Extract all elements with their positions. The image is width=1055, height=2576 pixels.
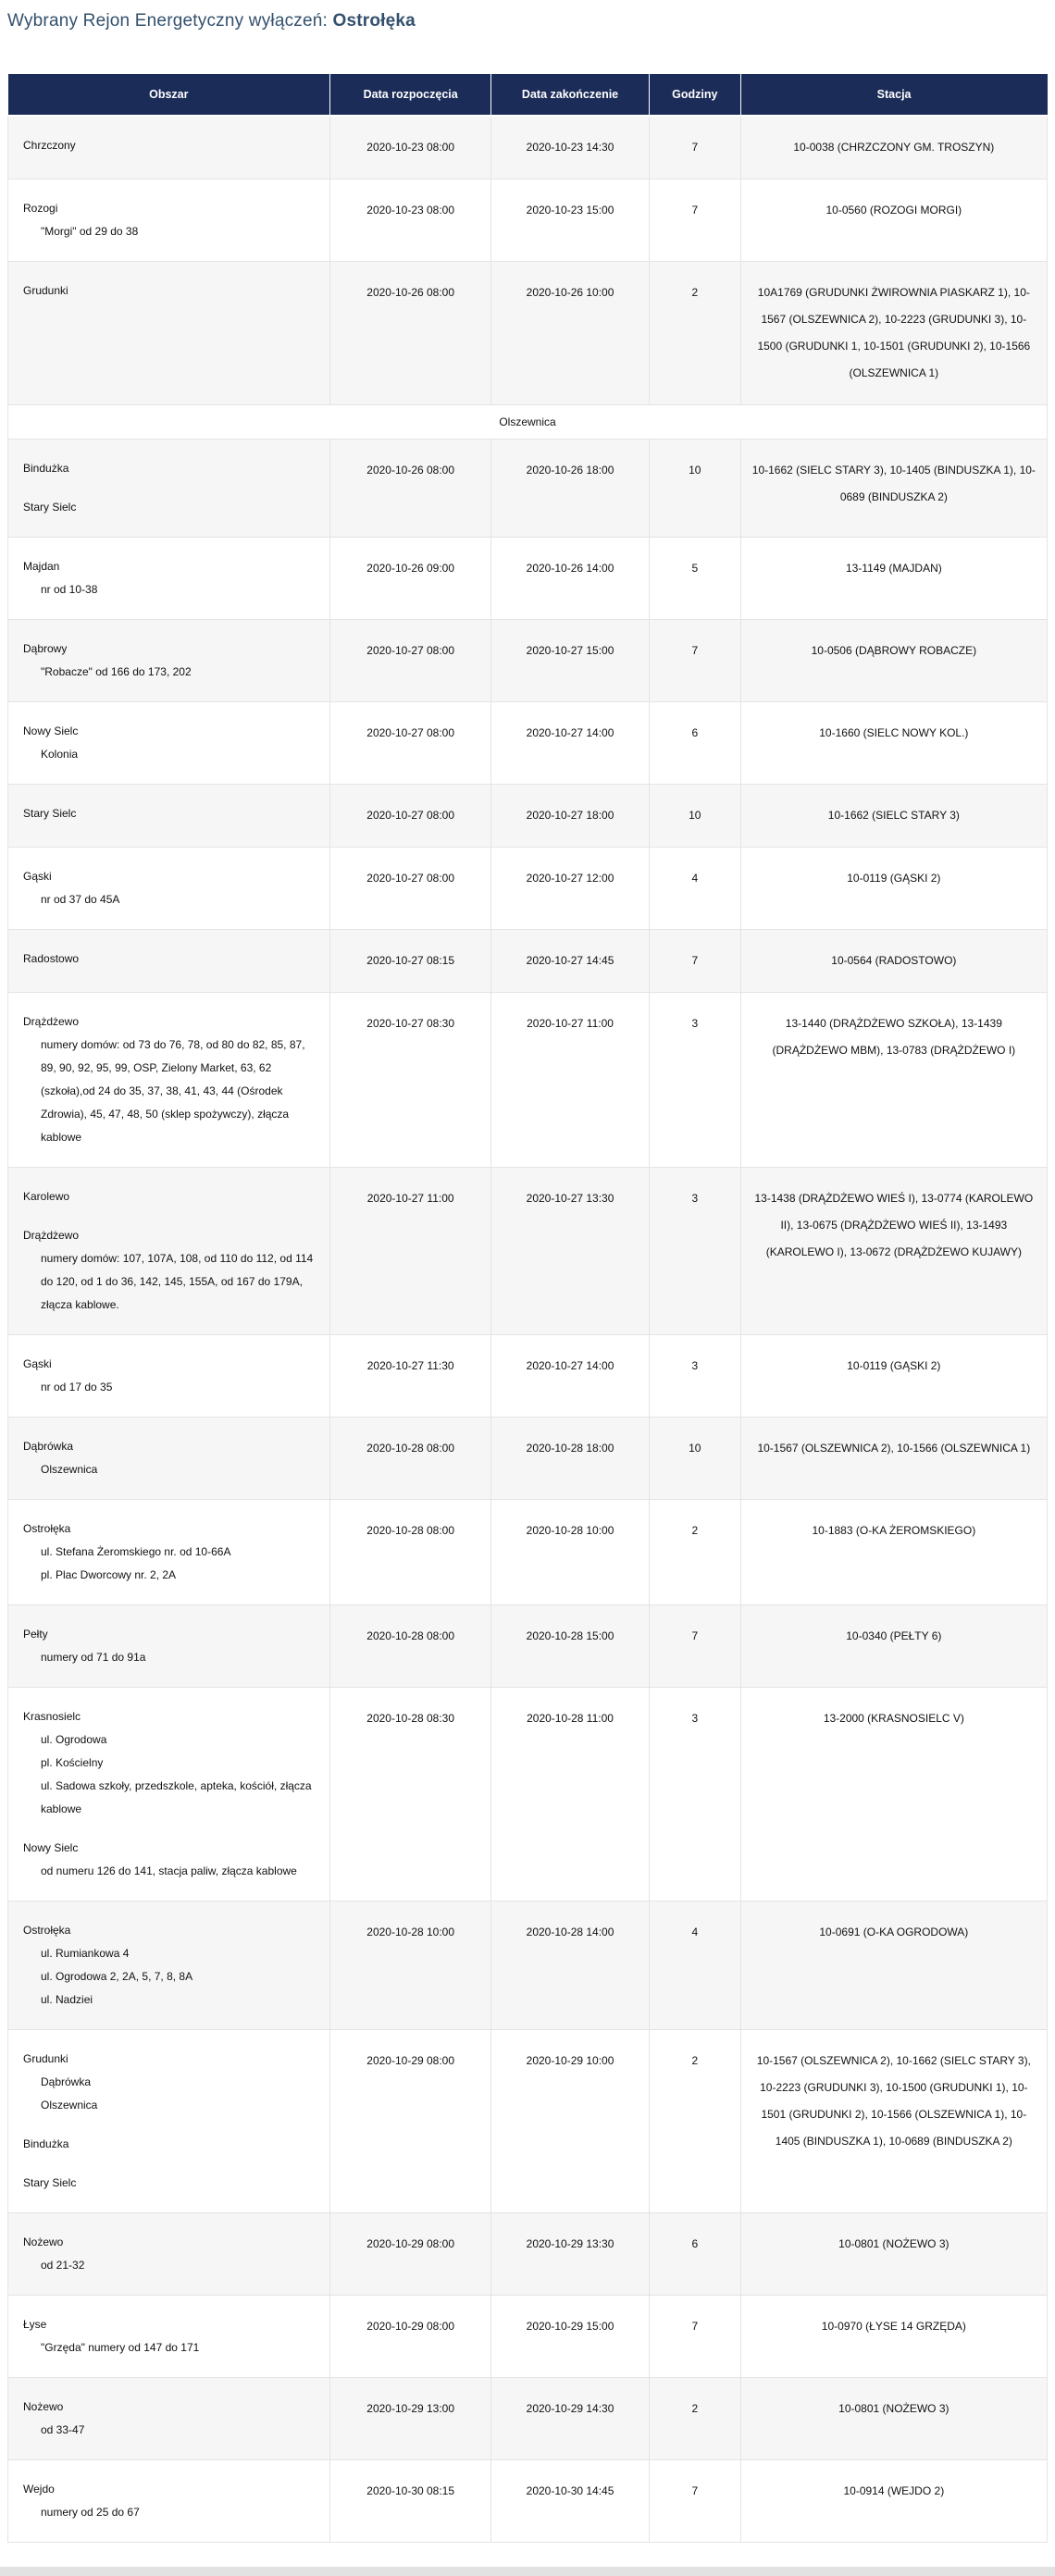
village-block [23, 1353, 318, 1399]
hours-cell: 6 [649, 2213, 740, 2296]
village-block [23, 457, 318, 480]
table-row [8, 702, 1048, 785]
station-cell: 10-0970 (ŁYSE 14 GRZĘDA) [740, 2296, 1047, 2378]
village-detail: ul. Sadowa szkoły, przedszkole, apteka, kościół, złącza kablowe [41, 1779, 312, 1815]
village-block [23, 2231, 318, 2277]
village-detail: pl. Plac Dworcowy nr. 2, 2A [41, 1568, 177, 1581]
area-cell [8, 930, 330, 993]
area-cell [8, 116, 330, 180]
end-date-cell: 2020-10-28 15:00 [491, 1605, 650, 1688]
hours-cell: 7 [649, 180, 740, 262]
area-cell [8, 702, 330, 785]
village-name: Pełty [23, 1628, 48, 1641]
hours-cell: 7 [649, 2460, 740, 2543]
table-row [8, 1418, 1048, 1500]
section-row [8, 405, 1048, 440]
hours-cell: 3 [649, 1688, 740, 1901]
station-cell: 10-0914 (WEJDO 2) [740, 2460, 1047, 2543]
station-cell: 10-0506 (DĄBROWY ROBACZE) [740, 620, 1047, 702]
end-date-cell: 2020-10-23 15:00 [491, 180, 650, 262]
village-name: Stary Sielc [23, 807, 77, 820]
village-block [23, 638, 318, 684]
station-cell: 10-0564 (RADOSTOWO) [740, 930, 1047, 993]
village-detail: Dąbrówka [41, 2075, 92, 2088]
village-detail: "Grzęda" numery od 147 do 171 [41, 2341, 200, 2354]
village-block [23, 1705, 318, 1821]
village-detail: nr od 37 do 45A [41, 893, 120, 906]
village-name: Rozogi [23, 202, 58, 215]
table-row [8, 262, 1048, 405]
village-block [23, 1010, 318, 1149]
village-name: Dąbrowy [23, 642, 68, 655]
table-row [8, 1168, 1048, 1335]
column-header-hours: Godziny [649, 74, 740, 116]
start-date-cell: 2020-10-28 10:00 [330, 1901, 491, 2030]
station-cell: 10-0119 (GĄSKI 2) [740, 848, 1047, 930]
station-cell: 10-0801 (NOŻEWO 3) [740, 2378, 1047, 2460]
start-date-cell: 2020-10-26 09:00 [330, 538, 491, 620]
area-cell [8, 262, 330, 405]
table-header [8, 74, 1048, 116]
village-name: Grudunki [23, 284, 68, 297]
village-block [23, 720, 318, 766]
village-block [23, 947, 318, 971]
end-date-cell: 2020-10-26 10:00 [491, 262, 650, 405]
village-detail: od 21-32 [41, 2259, 85, 2272]
end-date-cell: 2020-10-23 14:30 [491, 116, 650, 180]
start-date-cell: 2020-10-29 08:00 [330, 2030, 491, 2213]
start-date-cell: 2020-10-27 08:30 [330, 993, 491, 1168]
start-date-cell: 2020-10-28 08:00 [330, 1605, 491, 1688]
table-row [8, 440, 1048, 538]
village-name: Drążdżewo [23, 1015, 80, 1028]
village-name: Drążdżewo [23, 1229, 80, 1242]
hours-cell: 3 [649, 993, 740, 1168]
village-block [23, 1837, 318, 1883]
page-title-region: Ostrołęka [332, 11, 416, 31]
village-detail: Kolonia [41, 748, 79, 761]
village-detail: numery od 25 do 67 [41, 2506, 140, 2519]
hours-cell: 10 [649, 1418, 740, 1500]
station-cell: 13-1149 (MAJDAN) [740, 538, 1047, 620]
village-name: Radostowo [23, 952, 80, 965]
header-row [8, 74, 1048, 116]
table-row [8, 2460, 1048, 2543]
start-date-cell: 2020-10-28 08:30 [330, 1688, 491, 1901]
hours-cell: 7 [649, 620, 740, 702]
village-detail: ul. Ogrodowa 2, 2A, 5, 7, 8, 8A [41, 1970, 193, 1983]
hours-cell: 2 [649, 1500, 740, 1605]
village-block [23, 197, 318, 243]
village-block [23, 2133, 318, 2156]
hours-cell: 4 [649, 848, 740, 930]
village-name: Bindużka [23, 2137, 69, 2150]
hours-cell: 2 [649, 2378, 740, 2460]
station-cell: 10-1660 (SIELC NOWY KOL.) [740, 702, 1047, 785]
area-cell [8, 620, 330, 702]
station-cell: 10-1567 (OLSZEWNICA 2), 10-1662 (SIELC STARY 3), 10-2223 (GRUDUNKI 3), 10-1500 (GRUDUNKI 1), 10-1501 (GRUDUNKI 2), 10-1566 (OLSZEWNICA 1), 10-1405 (BINDUSZKA 1), 10-0689 (BINDUSZKA 2) [740, 2030, 1047, 2213]
station-cell: 10-1662 (SIELC STARY 3), 10-1405 (BINDUSZKA 1), 10-0689 (BINDUSZKA 2) [740, 440, 1047, 538]
end-date-cell: 2020-10-26 14:00 [491, 538, 650, 620]
village-detail: Olszewnica [41, 2099, 98, 2112]
village-block [23, 134, 318, 157]
station-cell: 10A1769 (GRUDUNKI ŻWIROWNIA PIASKARZ 1), 10-1567 (OLSZEWNICA 2), 10-2223 (GRUDUNKI 3), 10-1500 (GRUDUNKI 1, 10-1501 (GRUDUNKI 2), 10-1566 (OLSZEWNICA 1) [740, 262, 1047, 405]
area-cell [8, 2030, 330, 2213]
village-block [23, 1623, 318, 1669]
station-cell: 10-0801 (NOŻEWO 3) [740, 2213, 1047, 2296]
station-cell: 13-1440 (DRĄŻDŻEWO SZKOŁA), 13-1439 (DRĄŻDŻEWO MBM), 13-0783 (DRĄŻDŻEWO I) [740, 993, 1047, 1168]
village-block [23, 2048, 318, 2117]
start-date-cell: 2020-10-26 08:00 [330, 440, 491, 538]
village-block [23, 802, 318, 825]
area-cell [8, 993, 330, 1168]
table-row [8, 538, 1048, 620]
station-cell: 10-1662 (SIELC STARY 3) [740, 785, 1047, 848]
end-date-cell: 2020-10-28 11:00 [491, 1688, 650, 1901]
village-detail: ul. Nadziei [41, 1993, 93, 2006]
village-name: Nowy Sielc [23, 1841, 79, 1854]
table-row [8, 1500, 1048, 1605]
table-row [8, 1335, 1048, 1418]
outage-schedule-table [7, 74, 1048, 2543]
table-row [8, 2296, 1048, 2378]
station-cell: 13-2000 (KRASNOSIELC V) [740, 1688, 1047, 1901]
end-date-cell: 2020-10-27 15:00 [491, 620, 650, 702]
end-date-cell: 2020-10-29 13:30 [491, 2213, 650, 2296]
village-detail: "Morgi" od 29 do 38 [41, 225, 139, 238]
table-row [8, 993, 1048, 1168]
table-row [8, 848, 1048, 930]
area-cell [8, 2213, 330, 2296]
area-cell [8, 1688, 330, 1901]
start-date-cell: 2020-10-23 08:00 [330, 180, 491, 262]
start-date-cell: 2020-10-28 08:00 [330, 1500, 491, 1605]
area-cell [8, 2378, 330, 2460]
village-detail: Olszewnica [41, 1463, 98, 1476]
start-date-cell: 2020-10-28 08:00 [330, 1418, 491, 1500]
village-detail: nr od 17 do 35 [41, 1381, 113, 1393]
end-date-cell: 2020-10-28 14:00 [491, 1901, 650, 2030]
village-detail: numery domów: 107, 107A, 108, od 110 do 112, od 114 do 120, od 1 do 36, 142, 145, 155A, od 167 do 179A, złącza kablowe. [41, 1252, 314, 1311]
end-date-cell: 2020-10-27 11:00 [491, 993, 650, 1168]
table-row [8, 116, 1048, 180]
village-name: Łyse [23, 2318, 47, 2331]
end-date-cell: 2020-10-28 10:00 [491, 1500, 650, 1605]
village-name: Stary Sielc [23, 501, 77, 514]
village-name: Nowy Sielc [23, 724, 79, 737]
start-date-cell: 2020-10-27 08:00 [330, 702, 491, 785]
village-name: Nożewo [23, 2235, 64, 2248]
table-row [8, 1901, 1048, 2030]
area-cell [8, 1605, 330, 1688]
hours-cell: 2 [649, 262, 740, 405]
village-name: Gąski [23, 870, 52, 883]
start-date-cell: 2020-10-29 08:00 [330, 2213, 491, 2296]
village-detail: ul. Ogrodowa [41, 1733, 107, 1746]
end-date-cell: 2020-10-27 14:00 [491, 702, 650, 785]
hours-cell: 7 [649, 930, 740, 993]
start-date-cell: 2020-10-29 13:00 [330, 2378, 491, 2460]
village-name: Wejdo [23, 2483, 55, 2496]
start-date-cell: 2020-10-27 08:00 [330, 620, 491, 702]
end-date-cell: 2020-10-27 12:00 [491, 848, 650, 930]
station-cell: 10-0038 (CHRZCZONY GM. TROSZYN) [740, 116, 1047, 180]
village-block [23, 1185, 318, 1208]
area-cell [8, 785, 330, 848]
area-cell [8, 2296, 330, 2378]
village-name: Karolewo [23, 1190, 70, 1203]
start-date-cell: 2020-10-30 08:15 [330, 2460, 491, 2543]
village-block [23, 1435, 318, 1481]
hours-cell: 4 [649, 1901, 740, 2030]
village-detail: ul. Stefana Żeromskiego nr. od 10-66A [41, 1545, 231, 1558]
end-date-cell: 2020-10-30 14:45 [491, 2460, 650, 2543]
area-cell [8, 1418, 330, 1500]
table-row [8, 1688, 1048, 1901]
table-row [8, 2213, 1048, 2296]
village-detail: od numeru 126 do 141, stacja paliw, złącza kablowe [41, 1864, 297, 1877]
station-cell: 10-0560 (ROZOGI MORGI) [740, 180, 1047, 262]
end-date-cell: 2020-10-27 14:00 [491, 1335, 650, 1418]
station-cell: 10-0691 (O-KA OGRODOWA) [740, 1901, 1047, 2030]
area-cell [8, 538, 330, 620]
village-name: Majdan [23, 560, 60, 573]
hours-cell: 10 [649, 785, 740, 848]
start-date-cell: 2020-10-27 11:30 [330, 1335, 491, 1418]
village-block [23, 865, 318, 911]
area-cell [8, 1335, 330, 1418]
end-date-cell: 2020-10-29 15:00 [491, 2296, 650, 2378]
village-name: Ostrołęka [23, 1522, 71, 1535]
column-header-area: Obszar [8, 74, 330, 116]
village-block [23, 279, 318, 303]
table-row [8, 930, 1048, 993]
table-row [8, 2378, 1048, 2460]
start-date-cell: 2020-10-29 08:00 [330, 2296, 491, 2378]
village-name: Ostrołęka [23, 1924, 71, 1937]
area-cell [8, 180, 330, 262]
end-date-cell: 2020-10-27 18:00 [491, 785, 650, 848]
hours-cell: 5 [649, 538, 740, 620]
table-row [8, 2030, 1048, 2213]
village-block [23, 2478, 318, 2524]
end-date-cell: 2020-10-26 18:00 [491, 440, 650, 538]
start-date-cell: 2020-10-27 08:15 [330, 930, 491, 993]
start-date-cell: 2020-10-27 08:00 [330, 848, 491, 930]
area-cell [8, 2460, 330, 2543]
start-date-cell: 2020-10-26 08:00 [330, 262, 491, 405]
column-header-station: Stacja [740, 74, 1047, 116]
hours-cell: 7 [649, 116, 740, 180]
hours-cell: 3 [649, 1335, 740, 1418]
village-name: Stary Sielc [23, 2176, 77, 2189]
village-name: Bindużka [23, 462, 69, 475]
area-cell [8, 848, 330, 930]
station-cell: 10-0119 (GĄSKI 2) [740, 1335, 1047, 1418]
village-block [23, 496, 318, 519]
outage-table-body [8, 116, 1048, 2543]
start-date-cell: 2020-10-27 11:00 [330, 1168, 491, 1335]
village-block [23, 1517, 318, 1587]
village-block [23, 2172, 318, 2195]
village-detail: pl. Kościelny [41, 1756, 104, 1769]
village-detail: numery od 71 do 91a [41, 1651, 146, 1664]
village-name: Grudunki [23, 2052, 68, 2065]
start-date-cell: 2020-10-23 08:00 [330, 116, 491, 180]
station-cell: 10-1567 (OLSZEWNICA 2), 10-1566 (OLSZEWNICA 1) [740, 1418, 1047, 1500]
village-detail: "Robacze" od 166 do 173, 202 [41, 665, 192, 678]
area-cell [8, 1901, 330, 2030]
area-cell [8, 1500, 330, 1605]
hours-cell: 3 [649, 1168, 740, 1335]
end-date-cell: 2020-10-27 13:30 [491, 1168, 650, 1335]
area-cell [8, 1168, 330, 1335]
village-detail: nr od 10-38 [41, 583, 98, 596]
page-title-prefix: Wybrany Rejon Energetyczny wyłączeń: [7, 11, 333, 31]
table-row [8, 620, 1048, 702]
village-block [23, 1919, 318, 2012]
village-name: Dąbrówka [23, 1440, 74, 1453]
village-name: Krasnosielc [23, 1710, 81, 1723]
station-cell: 10-1883 (O-KA ŻEROMSKIEGO) [740, 1500, 1047, 1605]
end-date-cell: 2020-10-27 14:45 [491, 930, 650, 993]
hours-cell: 7 [649, 2296, 740, 2378]
village-block [23, 2313, 318, 2359]
table-row [8, 180, 1048, 262]
station-cell: 10-0340 (PEŁTY 6) [740, 1605, 1047, 1688]
start-date-cell: 2020-10-27 08:00 [330, 785, 491, 848]
village-detail: ul. Rumiankowa 4 [41, 1947, 130, 1960]
village-detail: od 33-47 [41, 2423, 85, 2436]
village-block [23, 2396, 318, 2442]
column-header-start-date: Data rozpoczęcia [330, 74, 491, 116]
village-block [23, 1224, 318, 1317]
village-block [23, 555, 318, 601]
hours-cell: 6 [649, 702, 740, 785]
village-name: Nożewo [23, 2400, 64, 2413]
station-cell: 13-1438 (DRĄŻDŻEWO WIEŚ I), 13-0774 (KAROLEWO II), 13-0675 (DRĄŻDŻEWO WIEŚ II), 13-1493 (KAROLEWO I), 13-0672 (DRĄŻDŻEWO KUJAWY) [740, 1168, 1047, 1335]
village-detail: numery domów: od 73 do 76, 78, od 80 do 82, 85, 87, 89, 90, 92, 95, 99, OSP, Zielony Market, 63, 62 (szkoła),od 24 do 35, 37, 38, 41, 43, 44 (Ośrodek Zdrowia), 45, 47, 48, 50 (sklep spożywczy), złącza kablowe [41, 1038, 305, 1144]
end-date-cell: 2020-10-29 14:30 [491, 2378, 650, 2460]
hours-cell: 7 [649, 1605, 740, 1688]
village-name: Chrzczony [23, 139, 76, 152]
hours-cell: 10 [649, 440, 740, 538]
end-date-cell: 2020-10-29 10:00 [491, 2030, 650, 2213]
hours-cell: 2 [649, 2030, 740, 2213]
area-cell [8, 440, 330, 538]
village-name: Gąski [23, 1357, 52, 1370]
footer-divider [0, 2567, 1055, 2576]
table-row [8, 1605, 1048, 1688]
column-header-end-date: Data zakończenie [491, 74, 650, 116]
section-label: Olszewnica [8, 405, 1048, 440]
end-date-cell: 2020-10-28 18:00 [491, 1418, 650, 1500]
table-row [8, 785, 1048, 848]
page-title [7, 11, 1048, 31]
